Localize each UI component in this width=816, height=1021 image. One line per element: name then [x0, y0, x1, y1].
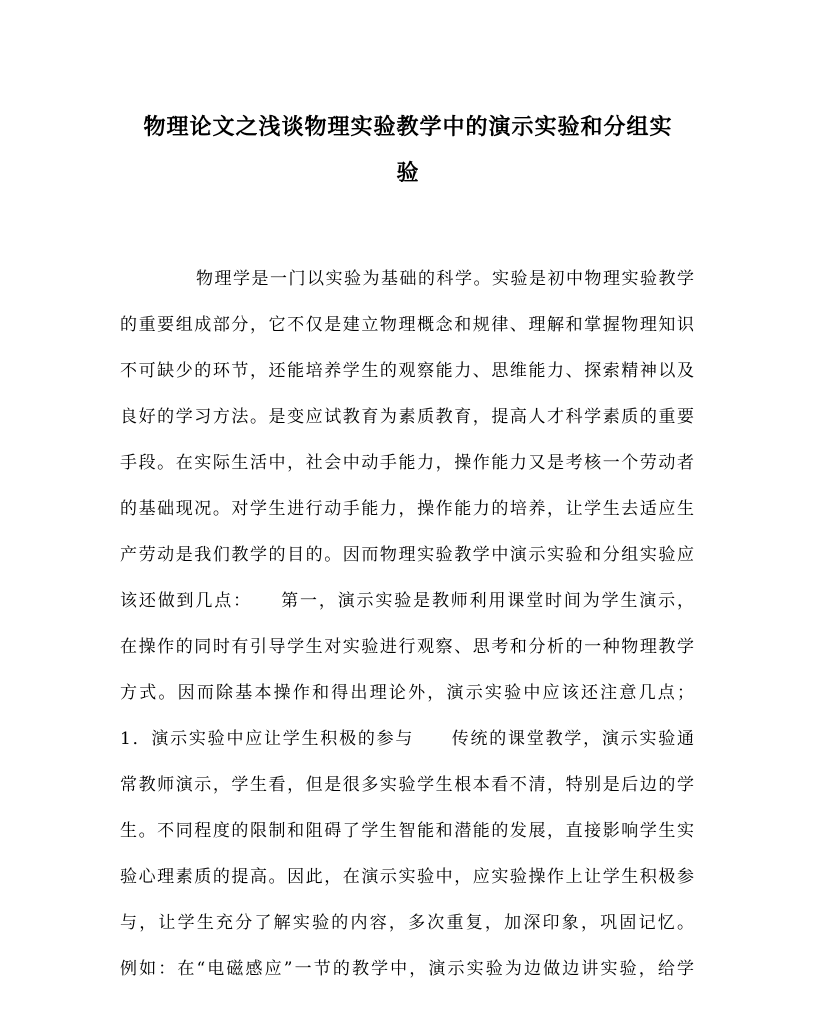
document-body: [120, 256, 694, 992]
title-line-1: 物理论文之浅谈物理实验教学中的演示实验和分组实: [143, 114, 673, 140]
body-line: 与，让学生充分了解实验的内容，多次重复，加深印象，巩固记忆。: [120, 913, 694, 933]
body-line: 1．演示实验中应让学生积极的参与 传统的课堂教学，演示实验通: [120, 729, 694, 749]
body-line: 不可缺少的环节，还能培养学生的观察能力、思维能力、探索精神以及: [120, 361, 694, 381]
body-line: 良好的学习方法。是变应试教育为素质教育，提高人才科学素质的重要: [120, 407, 694, 427]
body-line: 生。不同程度的限制和阻碍了学生智能和潜能的发展，直接影响学生实: [120, 821, 694, 841]
body-line: 验心理素质的提高。因此，在演示实验中，应实验操作上让学生积极参: [120, 867, 694, 887]
body-line: 手段。在实际生活中，社会中动手能力，操作能力又是考核一个劳动者: [120, 453, 694, 473]
body-line: 物理学是一门以实验为基础的科学。实验是初中物理实验教学: [196, 269, 694, 289]
body-line: 例如：在“电磁感应”一节的教学中，演示实验为边做边讲实验，给学: [120, 959, 694, 979]
body-line: 常教师演示，学生看，但是很多实验学生根本看不清，特别是后边的学: [120, 775, 694, 795]
body-line: 的重要组成部分，它不仅是建立物理概念和规律、理解和掌握物理知识: [120, 315, 694, 335]
body-line: 在操作的同时有引导学生对实验进行观察、思考和分析的一种物理教学: [120, 637, 694, 657]
title-line-2: 验: [396, 160, 420, 186]
body-line: 的基础现况。对学生进行动手能力，操作能力的培养，让学生去适应生: [120, 499, 694, 519]
body-line: 方式。因而除基本操作和得出理论外，演示实验中应该还注意几点；: [120, 683, 694, 703]
body-line: 产劳动是我们教学的目的。因而物理实验教学中演示实验和分组实验应: [120, 545, 694, 565]
body-line: 该还做到几点： 第一，演示实验是教师利用课堂时间为学生演示，: [120, 591, 694, 611]
document-title: [120, 104, 696, 196]
